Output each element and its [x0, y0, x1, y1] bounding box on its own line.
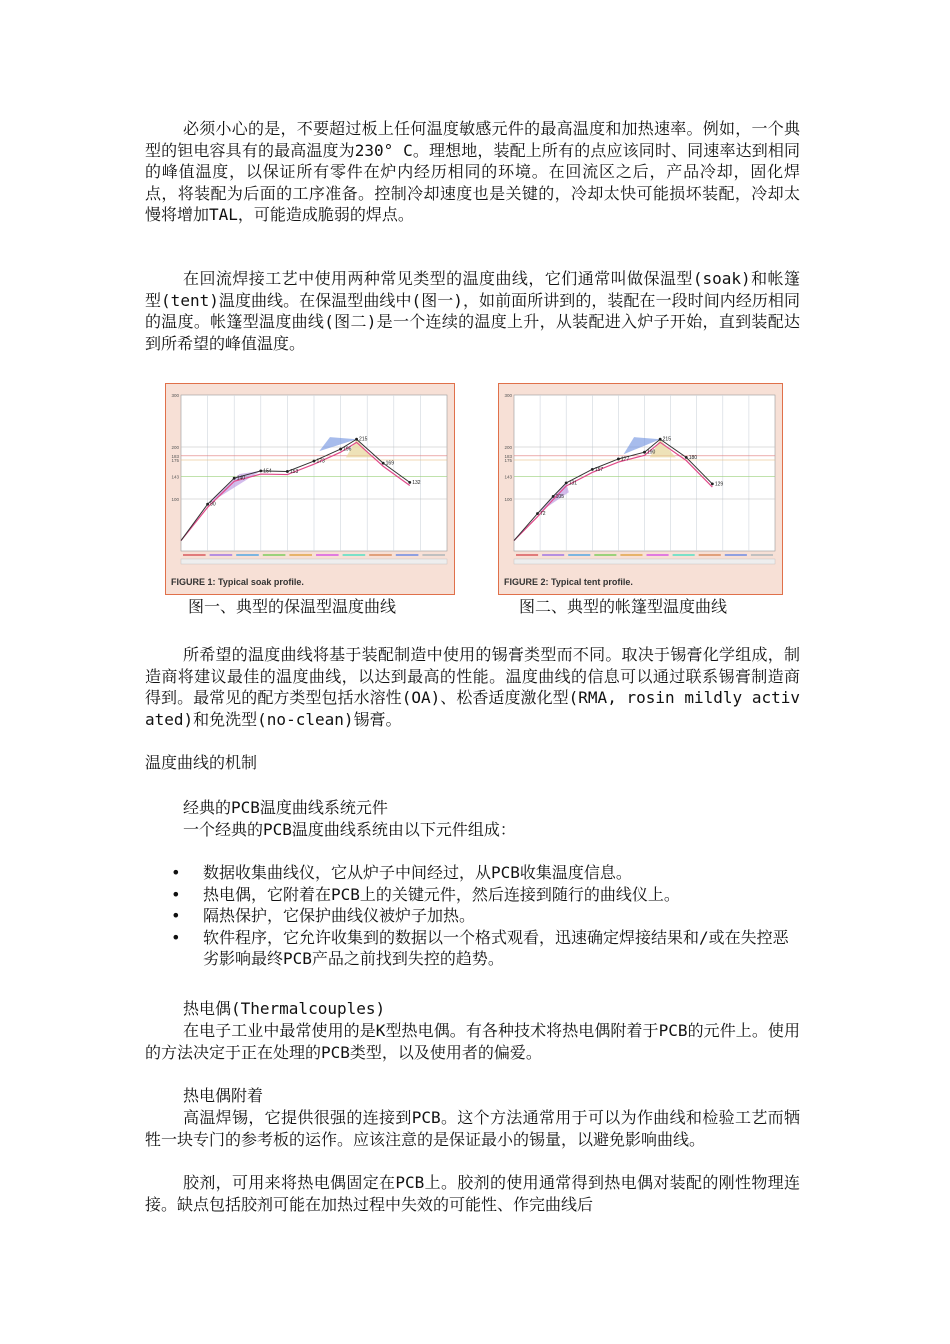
paragraph-5: 高温焊锡，它提供很强的连接到PCB。这个方法通常用于可以为作曲线和检验工艺而牺牲一块专门的参考板的运作。应该注意的是保证最小的锡量，以避免影响曲线。: [145, 1108, 800, 1149]
data-label: 140: [236, 475, 246, 482]
data-point: [355, 438, 358, 441]
zone-strip: [751, 554, 773, 556]
figure-2-caption: 图二、典型的帐篷型温度曲线: [519, 597, 728, 616]
data-point: [206, 503, 209, 506]
data-point: [286, 470, 289, 473]
zone-strip: [542, 554, 564, 556]
data-label: 215: [359, 436, 368, 443]
list-item: • 隔热保护，它保护曲线仪被炉子加热。: [165, 905, 800, 927]
data-point: [711, 483, 714, 486]
list-item: • 软件程序，它允许收集到的数据以一个格式观看，迅速确定焊接结果和/或在失控恶劣影响最终PCB产品之前找到失控的趋势。: [165, 927, 800, 970]
figure-1-chart: [165, 383, 455, 595]
figure-2: [498, 383, 783, 595]
data-label: 215: [662, 436, 672, 443]
data-point: [617, 458, 620, 461]
zone-strip: [263, 554, 286, 556]
data-label: 196: [343, 446, 352, 453]
data-point: [233, 477, 236, 480]
figure-1: [165, 383, 455, 595]
axis-tick-label: 300: [504, 393, 512, 398]
data-label: 190: [647, 449, 656, 456]
data-point: [552, 495, 555, 498]
axis-tick-label: 143: [171, 474, 179, 480]
data-label: 177: [620, 456, 630, 463]
data-label: 153: [289, 468, 299, 475]
heading-components: 经典的PCB温度曲线系统元件: [183, 798, 388, 817]
zone-strip: [183, 554, 206, 556]
axis-tick-label: 100: [171, 497, 179, 502]
zone-strip: [725, 554, 747, 556]
components-intro: 一个经典的PCB温度曲线系统由以下元件组成：: [183, 820, 516, 839]
data-point: [339, 448, 342, 451]
data-label: 157: [594, 466, 604, 473]
data-label: 154: [263, 468, 272, 475]
time-axis-bar: [181, 559, 447, 564]
data-label: 90: [210, 501, 216, 508]
data-label: 129: [714, 481, 724, 488]
figure-1-caption: 图一、典型的保温型温度曲线: [188, 597, 397, 616]
figure-2-chart: [498, 383, 783, 595]
data-point: [685, 456, 688, 459]
axis-tick-label: 143: [504, 474, 512, 480]
paragraph-2: 在回流焊接工艺中使用两种常见类型的温度曲线，它们通常叫做保温型(soak)和帐篷型(tent)温度曲线。在保温型曲线中(图一)，如前面所讲到的，装配在一段时间内经历相同的温度。帐篷型温度曲线(图二)是一个连续的温度上升，从装配进入炉子开始，直到装配达到所希望的峰值温度。: [145, 269, 800, 353]
data-point: [565, 481, 568, 484]
zone-strip: [516, 554, 538, 556]
data-point: [591, 468, 594, 471]
figure-label: FIGURE 2: Typical tent profile.: [504, 577, 633, 587]
heading-thermocouples: 热电偶(Thermalcouples): [183, 999, 386, 1018]
zone-strip: [210, 554, 233, 556]
list-item: • 热电偶，它附着在PCB上的关键元件，然后连接到随行的曲线仪上。: [165, 884, 800, 906]
heading-mechanism: 温度曲线的机制: [145, 753, 258, 772]
zone-strip: [289, 554, 312, 556]
zone-strip: [568, 554, 590, 556]
data-label: 105: [555, 493, 564, 500]
data-point: [259, 470, 262, 473]
zone-strip: [396, 554, 419, 556]
axis-tick-label: 183: [171, 453, 179, 459]
axis-tick-label: 175: [171, 458, 179, 463]
data-point: [536, 512, 539, 515]
axis-tick-label: 100: [504, 497, 512, 502]
zone-strip: [343, 554, 366, 556]
zone-strip: [647, 554, 669, 556]
axis-tick-label: 300: [171, 393, 179, 398]
data-label: 132: [412, 479, 421, 486]
data-label: 131: [568, 480, 578, 487]
data-point: [659, 438, 662, 441]
zone-strip: [316, 554, 339, 556]
paragraph-6: 胶剂，可用来将热电偶固定在PCB上。胶剂的使用通常得到热电偶对装配的刚性物理连接。缺点包括胶剂可能在加热过程中失效的可能性、作完曲线后: [145, 1173, 800, 1214]
data-label: 180: [688, 454, 698, 461]
zone-strip: [422, 554, 445, 556]
zone-strip: [236, 554, 259, 556]
zone-strip: [673, 554, 695, 556]
data-label: 72: [539, 511, 546, 518]
data-point: [313, 460, 316, 463]
paragraph-3: 所希望的温度曲线将基于装配制造中使用的锡膏类型而不同。取决于锡膏化学组成，制造商将建议最佳的温度曲线，以达到最高的性能。温度曲线的信息可以通过联系锡膏制造商得到。最常见的配方类型包括水溶性(OA)、松香适度激化型(RMA, rosin mildly activated)和免洗型(no-clean)锡膏。: [145, 645, 800, 729]
data-label: 169: [385, 460, 395, 467]
data-point: [408, 481, 411, 484]
time-axis-bar: [514, 559, 775, 564]
data-label: 173: [316, 458, 325, 465]
paragraph-4: 在电子工业中最常使用的是K型热电偶。有各种技术将热电偶附着于PCB的元件上。使用的方法决定于正在处理的PCB类型，以及使用者的偏爱。: [145, 1021, 800, 1062]
zone-strip: [699, 554, 721, 556]
data-point: [643, 451, 646, 454]
axis-tick-label: 200: [171, 445, 179, 450]
axis-tick-label: 175: [504, 458, 512, 463]
figure-label: FIGURE 1: Typical soak profile.: [171, 577, 304, 587]
axis-tick-label: 200: [504, 445, 512, 450]
zone-strip: [594, 554, 616, 556]
data-point: [382, 462, 385, 465]
heading-attach: 热电偶附着: [183, 1086, 264, 1105]
zone-strip: [620, 554, 642, 556]
axis-tick-label: 183: [504, 453, 512, 459]
components-list: [165, 862, 800, 970]
zone-strip: [369, 554, 392, 556]
paragraph-1: 必须小心的是，不要超过板上任何温度敏感元件的最高温度和加热速率。例如，一个典型的钽电容具有的最高温度为230° C。理想地，装配上所有的点应该同时、同速率达到相同的峰值温度，以保证所有零件在炉内经历相同的环境。在回流区之后，产品冷却，固化焊点，将装配为后面的工序准备。控制冷却速度也是关键的，冷却太快可能损坏装配，冷却太慢将增加TAL，可能造成脆弱的焊点。: [145, 119, 800, 224]
list-item: • 数据收集曲线仪，它从炉子中间经过，从PCB收集温度信息。: [165, 862, 800, 884]
